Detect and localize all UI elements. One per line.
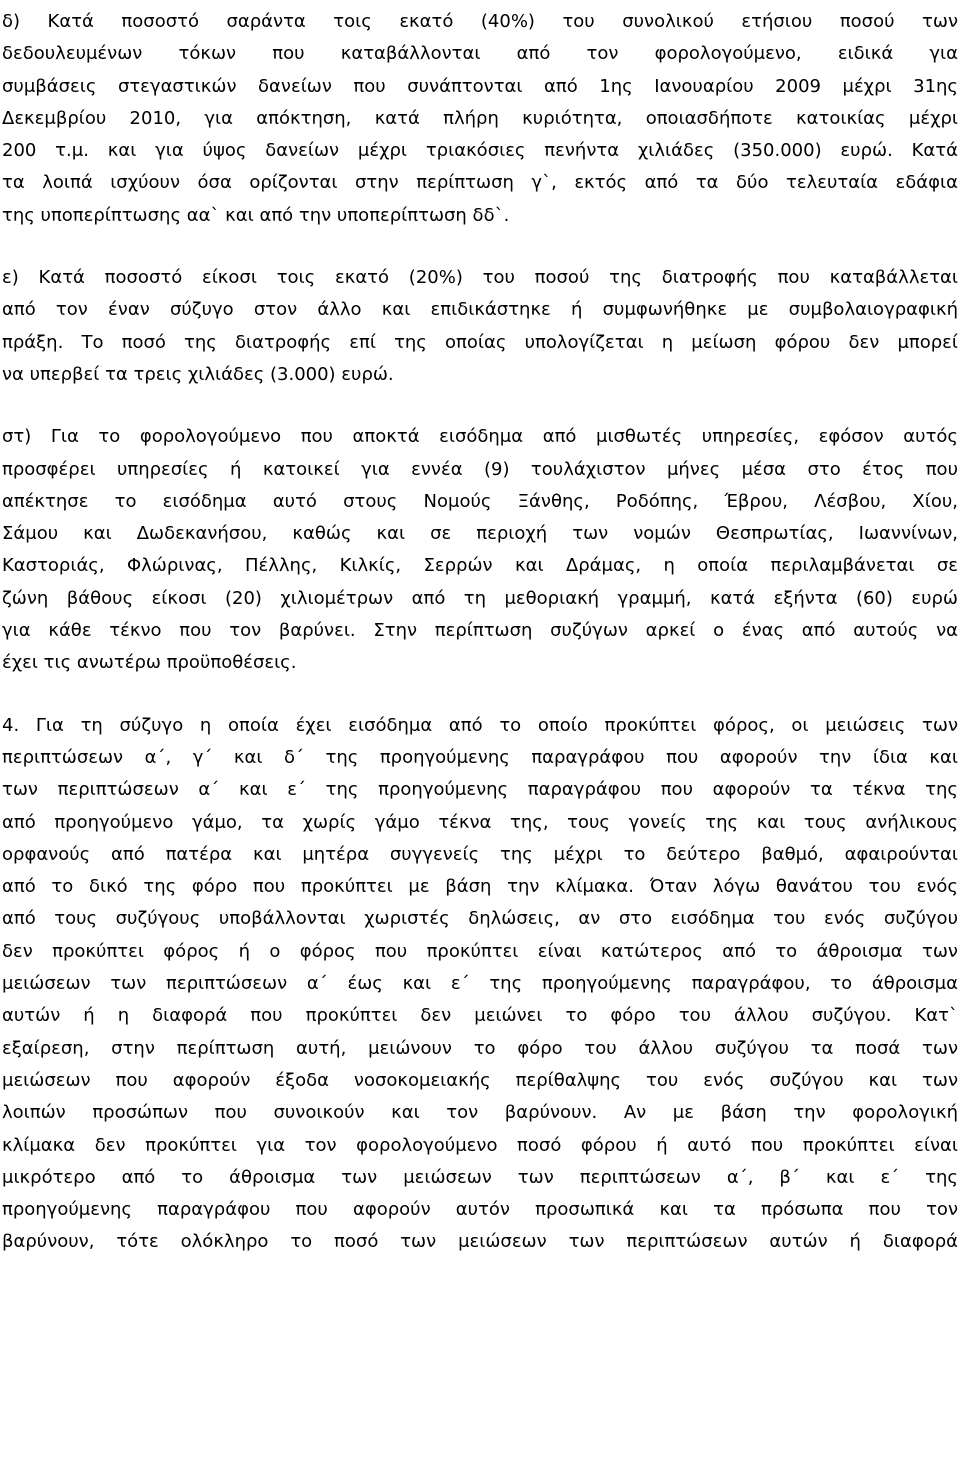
text-line: από προηγούμενο γάμο, τα χωρίς γάμο τέκνα της, τους γονείς της και τους ανήλικους	[2, 811, 958, 833]
text-line: αυτών ή η διαφορά που προκύπτει δεν μειώνει το φόρο του άλλου συζύγου. Κατ`	[2, 1005, 958, 1027]
text-line: περιπτώσεων α΄, γ΄ και δ΄ της προηγούμενης παραγράφου που αφορούν την ίδια και	[2, 746, 958, 768]
text-line: Σάμου και Δωδεκανήσου, καθώς και σε περιοχή των νομών Θεσπρωτίας, Ιωαννίνων,	[2, 523, 958, 545]
text-line: ζώνη βάθους είκοσι (20) χιλιομέτρων από τη μεθοριακή γραμμή, κατά εξήντα (60) ευρώ	[2, 587, 958, 609]
text-line: δεν προκύπτει φόρος ή ο φόρος που προκύπτει είναι κατώτερος από το άθροισμα των	[2, 940, 958, 962]
text-line: προσφέρει υπηρεσίες ή κατοικεί για εννέα (9) τουλάχιστον μήνες μέσα στο έτος που	[2, 458, 958, 480]
text-line: δεδουλευμένων τόκων που καταβάλλονται από τον φορολογούμενο, ειδικά για	[2, 43, 958, 65]
text-line: κλίμακα δεν προκύπτει για τον φορολογούμενο ποσό φόρου ή αυτό που προκύπτει είναι	[2, 1134, 958, 1156]
text-line: 200 τ.μ. και για ύψος δανείων μέχρι τριακόσιες πενήντα χιλιάδες (350.000) ευρώ. Κατά	[2, 140, 958, 162]
text-line: Δεκεμβρίου 2010, για απόκτηση, κατά πλήρη κυριότητα, οποιασδήποτε κατοικίας μέχρι	[2, 107, 958, 129]
text-line: ορφανούς από πατέρα και μητέρα συγγενείς της μέχρι το δεύτερο βαθμό, αφαιρούνται	[2, 843, 958, 865]
text-line: πράξη. Το ποσό της διατροφής επί της οποίας υπολογίζεται η μείωση φόρου δεν μπορεί	[2, 331, 958, 353]
text-line: Καστοριάς, Φλώρινας, Πέλλης, Κιλκίς, Σερρών και Δράμας, η οποία περιλαμβάνεται σε	[2, 555, 958, 577]
text-line: έχει τις ανωτέρω προϋποθέσεις.	[2, 652, 297, 674]
text-line: προηγούμενης παραγράφου που αφορούν αυτόν προσωπικά και τα πρόσωπα που τον	[2, 1199, 958, 1221]
text-line: μειώσεων των περιπτώσεων α΄ έως και ε΄ της προηγούμενης παραγράφου, το άθροισμα	[2, 973, 958, 995]
text-line: τα λοιπά ισχύουν όσα ορίζονται στην περίπτωση γ`, εκτός από τα δύο τελευταία εδάφια	[2, 172, 958, 194]
text-line: βαρύνουν, τότε ολόκληρο το ποσό των μειώσεων των περιπτώσεων αυτών ή διαφορά	[2, 1231, 958, 1253]
text-line: από το δικό της φόρο που προκύπτει με βάση την κλίμακα. Όταν λόγω θανάτου του ενός	[2, 876, 958, 898]
text-line: μικρότερο από το άθροισμα των μειώσεων των περιπτώσεων α΄, β΄ και ε΄ της	[2, 1166, 958, 1188]
text-line: λοιπών προσώπων που συνοικούν και τον βαρύνουν. Αν με βάση την φορολογική	[2, 1102, 958, 1124]
text-line: της υποπερίπτωσης αα` και από την υποπερίπτωση δδ`.	[2, 204, 510, 226]
text-line: απέκτησε το εισόδημα αυτό στους Νομούς Ξάνθης, Ροδόπης, Έβρου, Λέσβου, Χίου,	[2, 490, 958, 512]
paragraph-delta	[2, 6, 958, 232]
text-line: ε) Κατά ποσοστό είκοσι τοις εκατό (20%) του ποσού της διατροφής που καταβάλλεται	[2, 267, 958, 289]
text-line: εξαίρεση, στην περίπτωση αυτή, μειώνουν το φόρο του άλλου συζύγου τα ποσά των	[2, 1037, 958, 1059]
paragraph-stigma	[2, 421, 958, 679]
text-line: 4. Για τη σύζυγο η οποία έχει εισόδημα από το οποίο προκύπτει φόρος, οι μειώσεις των	[2, 714, 958, 736]
paragraph-epsilon	[2, 262, 958, 391]
text-line: να υπερβεί τα τρεις χιλιάδες (3.000) ευρώ.	[2, 363, 394, 385]
text-line: συμβάσεις στεγαστικών δανείων που συνάπτονται από 1ης Ιανουαρίου 2009 μέχρι 31ης	[2, 75, 958, 97]
text-line: δ) Κατά ποσοστό σαράντα τοις εκατό (40%) του συνολικού ετήσιου ποσού των	[2, 11, 958, 32]
text-line: από τους συζύγους υποβάλλονται χωριστές δηλώσεις, αν στο εισόδημα του ενός συζύγου	[2, 908, 958, 930]
text-line: μειώσεων που αφορούν έξοδα νοσοκομειακής περίθαλψης του ενός συζύγου και των	[2, 1069, 958, 1091]
text-line: στ) Για το φορολογούμενο που αποκτά εισόδημα από μισθωτές υπηρεσίες, εφόσον αυτός	[2, 426, 958, 448]
text-line: από τον έναν σύζυγο στον άλλο και επιδικάστηκε ή συμφωνήθηκε με συμβολαιογραφική	[2, 299, 958, 321]
text-line: των περιπτώσεων α΄ και ε΄ της προηγούμενης παραγράφου που αφορούν τα τέκνα της	[2, 779, 958, 801]
text-line: για κάθε τέκνο που τον βαρύνει. Στην περίπτωση συζύγων αρκεί ο ένας από αυτούς να	[2, 620, 958, 642]
paragraph-section-4	[2, 710, 958, 1259]
